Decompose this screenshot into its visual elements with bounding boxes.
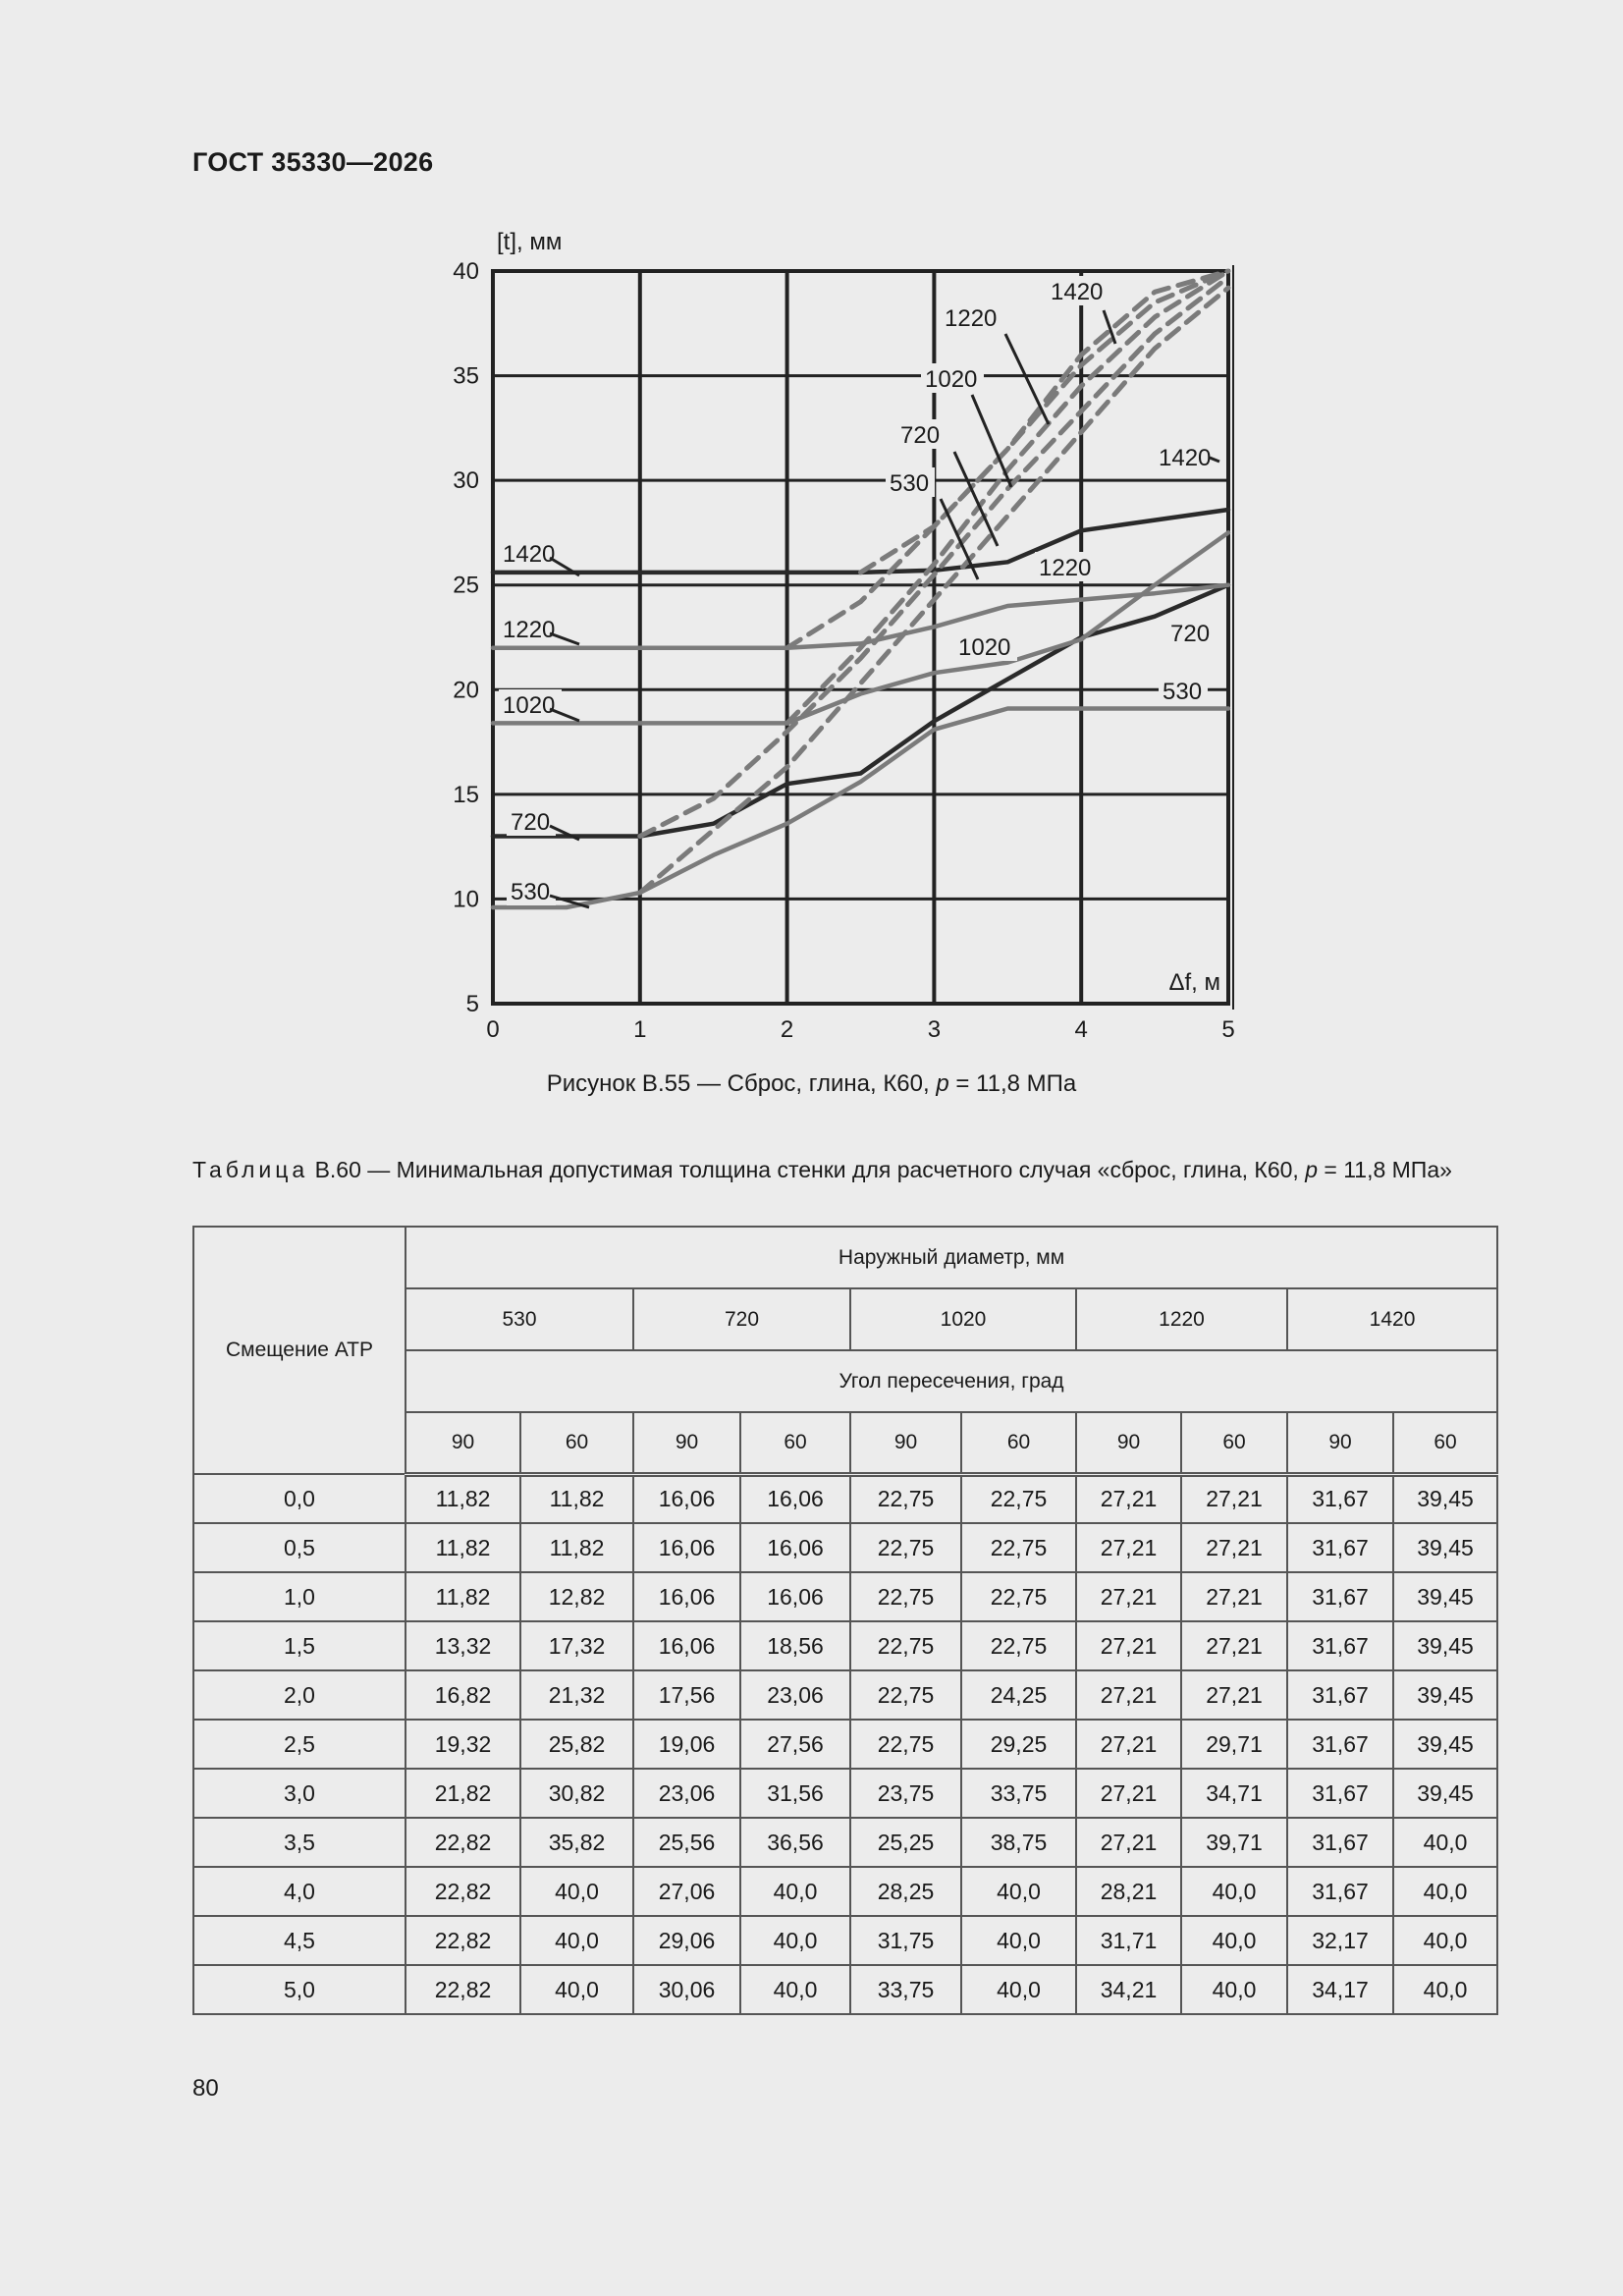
thickness-cell: 22,75 xyxy=(850,1670,961,1720)
annotation-label-530: 530 xyxy=(511,879,551,905)
thickness-cell: 40,0 xyxy=(1181,1867,1287,1916)
thickness-cell: 31,67 xyxy=(1287,1769,1393,1818)
annotation-label-1420: 1420 xyxy=(1159,445,1212,471)
thickness-cell: 27,21 xyxy=(1181,1621,1287,1670)
offset-cell: 0,5 xyxy=(193,1523,406,1572)
thickness-cell: 31,67 xyxy=(1287,1867,1393,1916)
annotation-label-1220: 1220 xyxy=(503,617,556,643)
thickness-cell: 11,82 xyxy=(406,1474,520,1523)
thickness-cell: 33,75 xyxy=(961,1769,1076,1818)
y-tick-label: 35 xyxy=(453,362,479,390)
thickness-cell: 18,56 xyxy=(740,1621,850,1670)
thickness-cell: 34,71 xyxy=(1181,1769,1287,1818)
diameter-cell: 1420 xyxy=(1287,1288,1497,1350)
thickness-cell: 22,75 xyxy=(961,1523,1076,1572)
thickness-cell: 27,21 xyxy=(1076,1572,1181,1621)
angle-header: Угол пересечения, град xyxy=(406,1350,1497,1412)
thickness-cell: 27,21 xyxy=(1181,1670,1287,1720)
thickness-cell: 17,56 xyxy=(633,1670,740,1720)
thickness-cell: 31,67 xyxy=(1287,1818,1393,1867)
thickness-cell: 40,0 xyxy=(961,1965,1076,2014)
thickness-cell: 29,25 xyxy=(961,1720,1076,1769)
corner-header: Смещение АТР xyxy=(193,1227,406,1474)
angle-cell: 90 xyxy=(633,1412,740,1474)
thickness-cell: 27,21 xyxy=(1076,1769,1181,1818)
annotation-label-1420: 1420 xyxy=(503,541,556,568)
thickness-cell: 27,21 xyxy=(1181,1523,1287,1572)
table-row xyxy=(193,1818,1497,1867)
thickness-cell: 24,25 xyxy=(961,1670,1076,1720)
thickness-cell: 39,45 xyxy=(1393,1769,1497,1818)
plot-area xyxy=(493,271,1228,1004)
angle-cell: 60 xyxy=(1181,1412,1287,1474)
offset-cell: 1,0 xyxy=(193,1572,406,1621)
thickness-cell: 22,75 xyxy=(850,1523,961,1572)
thickness-cell: 40,0 xyxy=(1181,1916,1287,1965)
x-tick-label: 5 xyxy=(1221,1016,1235,1043)
angle-cell: 60 xyxy=(961,1412,1076,1474)
thickness-cell: 40,0 xyxy=(520,1867,633,1916)
offset-cell: 0,0 xyxy=(193,1474,406,1523)
thickness-cell: 39,45 xyxy=(1393,1621,1497,1670)
angle-cell: 60 xyxy=(740,1412,850,1474)
diameter-cell: 1020 xyxy=(850,1288,1076,1350)
thickness-cell: 39,45 xyxy=(1393,1720,1497,1769)
thickness-cell: 19,32 xyxy=(406,1720,520,1769)
offset-cell: 5,0 xyxy=(193,1965,406,2014)
table-row xyxy=(193,1769,1497,1818)
thickness-cell: 40,0 xyxy=(520,1916,633,1965)
thickness-cell: 22,75 xyxy=(961,1621,1076,1670)
y-tick-label: 25 xyxy=(453,572,479,599)
offset-cell: 1,5 xyxy=(193,1621,406,1670)
thickness-cell: 16,82 xyxy=(406,1670,520,1720)
thickness-cell: 40,0 xyxy=(961,1867,1076,1916)
thickness-cell: 19,06 xyxy=(633,1720,740,1769)
thickness-cell: 29,06 xyxy=(633,1916,740,1965)
thickness-cell: 40,0 xyxy=(740,1916,850,1965)
thickness-cell: 38,75 xyxy=(961,1818,1076,1867)
y-tick-label: 30 xyxy=(453,467,479,495)
thickness-cell: 32,17 xyxy=(1287,1916,1393,1965)
table-title-p: p xyxy=(1305,1157,1318,1182)
thickness-cell: 31,67 xyxy=(1287,1670,1393,1720)
thickness-cell: 29,71 xyxy=(1181,1720,1287,1769)
thickness-cell: 40,0 xyxy=(740,1965,850,2014)
thickness-cell: 40,0 xyxy=(1393,1867,1497,1916)
thickness-cell: 33,75 xyxy=(850,1965,961,2014)
page-number: 80 xyxy=(192,2075,219,2102)
thickness-cell: 22,82 xyxy=(406,1867,520,1916)
thickness-cell: 22,82 xyxy=(406,1818,520,1867)
thickness-cell: 27,21 xyxy=(1076,1670,1181,1720)
thickness-cell: 40,0 xyxy=(1393,1916,1497,1965)
thickness-cell: 22,75 xyxy=(850,1474,961,1523)
thickness-cell: 40,0 xyxy=(961,1916,1076,1965)
thickness-cell: 27,21 xyxy=(1181,1572,1287,1621)
offset-cell: 3,5 xyxy=(193,1818,406,1867)
thickness-cell: 40,0 xyxy=(1393,1818,1497,1867)
chart xyxy=(0,0,1623,1061)
thickness-cell: 22,82 xyxy=(406,1965,520,2014)
thickness-cell: 30,06 xyxy=(633,1965,740,2014)
thickness-cell: 27,56 xyxy=(740,1720,850,1769)
thickness-cell: 16,06 xyxy=(633,1572,740,1621)
angle-cell: 60 xyxy=(520,1412,633,1474)
table-row xyxy=(193,1621,1497,1670)
data-table xyxy=(192,1226,1498,2015)
table-row xyxy=(193,1867,1497,1916)
y-tick-label: 10 xyxy=(453,886,479,913)
thickness-cell: 23,75 xyxy=(850,1769,961,1818)
thickness-cell: 39,45 xyxy=(1393,1474,1497,1523)
thickness-cell: 39,45 xyxy=(1393,1572,1497,1621)
thickness-cell: 27,06 xyxy=(633,1867,740,1916)
table-row xyxy=(193,1670,1497,1720)
thickness-cell: 40,0 xyxy=(1181,1965,1287,2014)
thickness-cell: 12,82 xyxy=(520,1572,633,1621)
annotation-label-1020: 1020 xyxy=(503,692,556,719)
table-row xyxy=(193,1572,1497,1621)
annotation-label-1220: 1220 xyxy=(1039,555,1092,581)
x-tick-label: 1 xyxy=(633,1016,647,1043)
thickness-cell: 17,32 xyxy=(520,1621,633,1670)
thickness-cell: 28,25 xyxy=(850,1867,961,1916)
annotation-label-1020: 1020 xyxy=(958,634,1011,661)
thickness-cell: 31,67 xyxy=(1287,1523,1393,1572)
thickness-cell: 11,82 xyxy=(520,1523,633,1572)
y-axis-label: [t], мм xyxy=(497,229,563,255)
thickness-cell: 22,75 xyxy=(850,1572,961,1621)
thickness-cell: 27,21 xyxy=(1076,1621,1181,1670)
diameter-header: Наружный диаметр, мм xyxy=(406,1227,1497,1288)
angle-cell: 90 xyxy=(850,1412,961,1474)
thickness-cell: 21,82 xyxy=(406,1769,520,1818)
x-axis-label: Δf, м xyxy=(1168,969,1220,996)
y-tick-label: 20 xyxy=(453,677,479,704)
thickness-cell: 36,56 xyxy=(740,1818,850,1867)
thickness-cell: 40,0 xyxy=(520,1965,633,2014)
thickness-cell: 23,06 xyxy=(633,1769,740,1818)
annotation-label-530: 530 xyxy=(1163,679,1203,705)
table-body xyxy=(193,1474,1497,2014)
thickness-cell: 40,0 xyxy=(740,1867,850,1916)
table-row xyxy=(193,1720,1497,1769)
diameter-cell: 720 xyxy=(633,1288,850,1350)
thickness-cell: 31,56 xyxy=(740,1769,850,1818)
thickness-cell: 16,06 xyxy=(633,1621,740,1670)
thickness-cell: 28,21 xyxy=(1076,1867,1181,1916)
thickness-cell: 31,75 xyxy=(850,1916,961,1965)
thickness-cell: 27,21 xyxy=(1181,1474,1287,1523)
offset-cell: 4,5 xyxy=(193,1916,406,1965)
thickness-cell: 34,21 xyxy=(1076,1965,1181,2014)
annotation-label-1020: 1020 xyxy=(925,366,978,393)
angle-cell: 90 xyxy=(406,1412,520,1474)
thickness-cell: 22,75 xyxy=(961,1572,1076,1621)
thickness-cell: 11,82 xyxy=(406,1523,520,1572)
y-tick-label: 40 xyxy=(453,258,479,285)
thickness-cell: 16,06 xyxy=(740,1474,850,1523)
thickness-cell: 34,17 xyxy=(1287,1965,1393,2014)
table-title-suffix: = 11,8 МПа» xyxy=(1317,1157,1452,1182)
angle-cell: 90 xyxy=(1076,1412,1181,1474)
thickness-cell: 11,82 xyxy=(406,1572,520,1621)
thickness-cell: 25,25 xyxy=(850,1818,961,1867)
annotation-label-530: 530 xyxy=(890,470,930,497)
thickness-cell: 22,75 xyxy=(850,1720,961,1769)
thickness-cell: 31,67 xyxy=(1287,1720,1393,1769)
thickness-cell: 23,06 xyxy=(740,1670,850,1720)
thickness-cell: 22,75 xyxy=(850,1621,961,1670)
thickness-cell: 39,71 xyxy=(1181,1818,1287,1867)
offset-cell: 2,5 xyxy=(193,1720,406,1769)
annotation-label-720: 720 xyxy=(900,422,941,449)
x-tick-label: 2 xyxy=(780,1016,794,1043)
offset-cell: 3,0 xyxy=(193,1769,406,1818)
angle-cell: 90 xyxy=(1287,1412,1393,1474)
table-title-prefix: Таблица xyxy=(192,1157,309,1182)
thickness-cell: 27,21 xyxy=(1076,1720,1181,1769)
thickness-cell: 16,06 xyxy=(740,1523,850,1572)
thickness-cell: 22,75 xyxy=(961,1474,1076,1523)
offset-cell: 2,0 xyxy=(193,1670,406,1720)
thickness-cell: 25,82 xyxy=(520,1720,633,1769)
thickness-cell: 16,06 xyxy=(633,1474,740,1523)
x-tick-label: 3 xyxy=(927,1016,942,1043)
table-title xyxy=(192,1155,1496,1184)
thickness-cell: 11,82 xyxy=(520,1474,633,1523)
thickness-cell: 31,67 xyxy=(1287,1621,1393,1670)
thickness-cell: 31,67 xyxy=(1287,1572,1393,1621)
thickness-cell: 13,32 xyxy=(406,1621,520,1670)
caption-prefix: Рисунок В.55 — Сброс, глина, К60, xyxy=(546,1070,937,1097)
caption-p: p xyxy=(936,1070,949,1097)
thickness-cell: 22,82 xyxy=(406,1916,520,1965)
annotation-label-720: 720 xyxy=(1170,621,1211,647)
diameter-cell: 1220 xyxy=(1076,1288,1287,1350)
thickness-cell: 21,32 xyxy=(520,1670,633,1720)
x-tick-label: 0 xyxy=(486,1016,500,1043)
offset-cell: 4,0 xyxy=(193,1867,406,1916)
thickness-cell: 39,45 xyxy=(1393,1670,1497,1720)
thickness-cell: 27,21 xyxy=(1076,1523,1181,1572)
diameter-cell: 530 xyxy=(406,1288,633,1350)
table-row xyxy=(193,1474,1497,1523)
thickness-cell: 39,45 xyxy=(1393,1523,1497,1572)
table-title-text: В.60 — Минимальная допустимая толщина стенки для расчетного случая «сброс, глина, К60, xyxy=(308,1157,1306,1182)
figure-caption xyxy=(0,1070,1623,1098)
thickness-cell: 31,67 xyxy=(1287,1474,1393,1523)
thickness-cell: 31,71 xyxy=(1076,1916,1181,1965)
thickness-cell: 27,21 xyxy=(1076,1818,1181,1867)
annotation-label-1420: 1420 xyxy=(1051,279,1104,305)
x-tick-label: 4 xyxy=(1074,1016,1088,1043)
y-tick-label: 5 xyxy=(465,991,479,1017)
thickness-cell: 30,82 xyxy=(520,1769,633,1818)
thickness-cell: 16,06 xyxy=(740,1572,850,1621)
thickness-cell: 16,06 xyxy=(633,1523,740,1572)
y-tick-label: 15 xyxy=(453,781,479,808)
caption-suffix: = 11,8 МПа xyxy=(948,1070,1077,1097)
annotation-label-1220: 1220 xyxy=(945,305,998,332)
thickness-cell: 40,0 xyxy=(1393,1965,1497,2014)
document-header: ГОСТ 35330—2026 xyxy=(192,147,434,177)
table-row xyxy=(193,1965,1497,2014)
thickness-cell: 35,82 xyxy=(520,1818,633,1867)
annotation-label-720: 720 xyxy=(511,809,551,836)
angle-cell: 60 xyxy=(1393,1412,1497,1474)
thickness-cell: 25,56 xyxy=(633,1818,740,1867)
table-row xyxy=(193,1523,1497,1572)
table-row xyxy=(193,1916,1497,1965)
thickness-cell: 27,21 xyxy=(1076,1474,1181,1523)
